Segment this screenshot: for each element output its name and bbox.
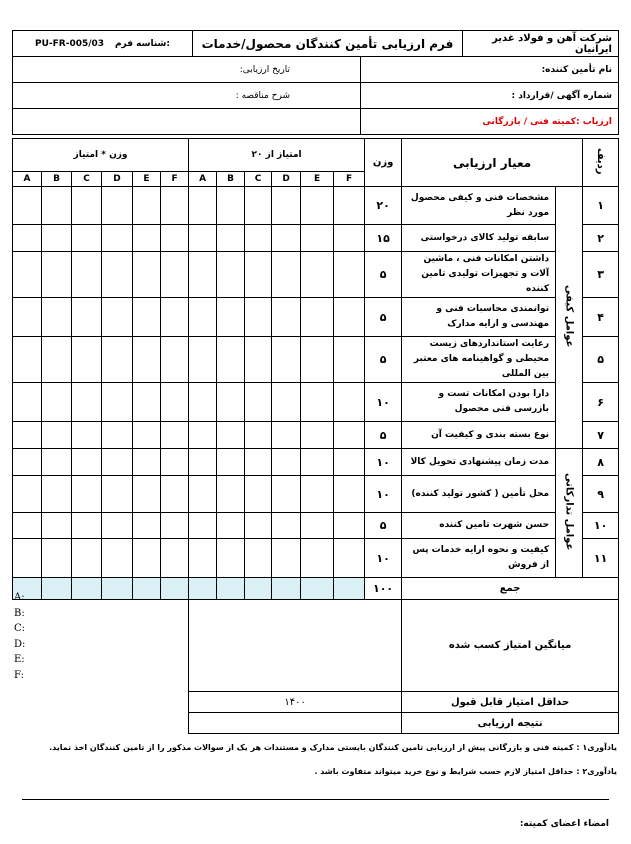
- weighted-score-cell[interactable]: [72, 337, 102, 383]
- weighted-score-cell[interactable]: [102, 449, 133, 476]
- weighted-score-cell[interactable]: [133, 539, 161, 578]
- score-cell[interactable]: [334, 476, 365, 513]
- score-cell[interactable]: [189, 476, 217, 513]
- total-score-cell: [334, 578, 365, 600]
- total-row: [13, 578, 619, 600]
- letter-header: F: [334, 172, 365, 187]
- score-cell[interactable]: [189, 513, 217, 539]
- total-score-cell: [133, 578, 161, 600]
- total-score-cell: [301, 578, 334, 600]
- score-cell[interactable]: [272, 225, 301, 252]
- weight-cell: ۱۰: [365, 539, 402, 578]
- score-cell[interactable]: [189, 252, 217, 298]
- eval-date-label: تاریخ ارزیابی:: [13, 57, 361, 83]
- weighted-score-cell[interactable]: [42, 383, 72, 422]
- weight-cell: ۵: [365, 298, 402, 337]
- table-row: [13, 513, 619, 539]
- weighted-score-cell[interactable]: [13, 539, 42, 578]
- score-cell[interactable]: [217, 225, 245, 252]
- score-cell[interactable]: [272, 383, 301, 422]
- criterion-cell: حسن شهرت تامین کننده: [402, 513, 556, 539]
- score-cell[interactable]: [189, 422, 217, 449]
- score-cell[interactable]: [301, 383, 334, 422]
- legend-item: A:: [14, 592, 25, 603]
- criterion-cell: توانمندی محاسبات فنی و مهندسی و ارایه مدارک: [402, 298, 556, 337]
- score-cell[interactable]: [334, 539, 365, 578]
- criterion-cell: کیفیت و نحوه ارایه خدمات پس از فروش: [402, 539, 556, 578]
- score-header: امتیاز از ۲۰: [189, 139, 365, 172]
- weighted-score-cell[interactable]: [72, 449, 102, 476]
- weighted-score-cell[interactable]: [13, 337, 42, 383]
- score-cell[interactable]: [334, 513, 365, 539]
- score-cell[interactable]: [272, 337, 301, 383]
- weighted-score-cell[interactable]: [13, 298, 42, 337]
- table-row: [13, 539, 619, 578]
- supplier-name-label: نام تأمین کننده:: [361, 57, 619, 83]
- weighted-score-cell[interactable]: [102, 539, 133, 578]
- ad-contract-label: شماره آگهی /قرارداد :: [361, 83, 619, 109]
- weighted-score-cell[interactable]: [133, 187, 161, 225]
- score-cell[interactable]: [272, 298, 301, 337]
- weighted-score-cell[interactable]: [102, 298, 133, 337]
- group-cell: [556, 449, 583, 578]
- table-row: [13, 449, 619, 476]
- weighted-score-cell[interactable]: [42, 513, 72, 539]
- score-cell[interactable]: [301, 225, 334, 252]
- weighted-score-cell[interactable]: [102, 187, 133, 225]
- table-row: [13, 337, 619, 383]
- weighted-score-cell[interactable]: [42, 252, 72, 298]
- score-cell[interactable]: [334, 383, 365, 422]
- score-cell[interactable]: [334, 252, 365, 298]
- letter-header: C: [245, 172, 272, 187]
- criteria-header: معیار ارزیابی: [402, 139, 583, 187]
- row-number: ۱۱: [583, 539, 619, 578]
- note-1: یادآوری۱ : کمیته فنی و بازرگانی پیش از ارزیابی تامین کنندگان بایستی مدارک و مستندات هر یک از سوالات مذکور را از تامین کنندگان اخذ نماید.: [49, 743, 617, 752]
- score-cell[interactable]: [334, 422, 365, 449]
- criterion-cell: مدت زمان پیشنهادی تحویل کالا: [402, 449, 556, 476]
- row-number: ۹: [583, 476, 619, 513]
- result-label: نتیجه ارزیابی: [402, 713, 619, 734]
- weighted-score-cell[interactable]: [102, 337, 133, 383]
- weighted-score-cell[interactable]: [13, 225, 42, 252]
- letter-header: B: [217, 172, 245, 187]
- weighted-score-cell[interactable]: [133, 513, 161, 539]
- row-number: ۱: [583, 187, 619, 225]
- legend-list: [14, 590, 25, 683]
- weighted-score-cell[interactable]: [13, 383, 42, 422]
- score-cell[interactable]: [301, 422, 334, 449]
- group-cell: [556, 187, 583, 449]
- table-row: [13, 422, 619, 449]
- criterion-cell: دارا بودن امکانات تست و بازرسی فنی محصول: [402, 383, 556, 422]
- score-cell[interactable]: [334, 225, 365, 252]
- total-score-cell: [245, 578, 272, 600]
- score-cell[interactable]: [245, 513, 272, 539]
- weighted-score-cell[interactable]: [42, 298, 72, 337]
- row-no-header-cell: [583, 139, 619, 187]
- score-cell[interactable]: [189, 337, 217, 383]
- weighted-score-cell[interactable]: [13, 476, 42, 513]
- total-score-cell: [102, 578, 133, 600]
- spacer: [13, 692, 189, 713]
- score-cell[interactable]: [217, 539, 245, 578]
- score-cell[interactable]: [301, 539, 334, 578]
- criterion-cell: محل تأمین ( کشور تولید کننده): [402, 476, 556, 513]
- table-row: [13, 225, 619, 252]
- score-cell[interactable]: [245, 422, 272, 449]
- signature-label: امضاء اعضای کمیته:: [519, 819, 609, 829]
- weighted-score-cell[interactable]: [42, 337, 72, 383]
- total-score-cell: [217, 578, 245, 600]
- legend-item: D:: [14, 638, 26, 650]
- score-cell[interactable]: [301, 252, 334, 298]
- weighted-score-cell[interactable]: [72, 383, 102, 422]
- score-cell[interactable]: [301, 476, 334, 513]
- weighted-score-cell[interactable]: [161, 225, 189, 252]
- weight-cell: ۱۰: [365, 449, 402, 476]
- legend-item: F:: [14, 669, 24, 681]
- table-row: [13, 252, 619, 298]
- weighted-score-cell[interactable]: [133, 252, 161, 298]
- weighted-score-cell[interactable]: [161, 298, 189, 337]
- table-row: [13, 383, 619, 422]
- table-row: [13, 476, 619, 513]
- weighted-score-cell[interactable]: [161, 476, 189, 513]
- form-header: [12, 30, 619, 135]
- weighted-score-cell[interactable]: [42, 187, 72, 225]
- criterion-cell: مشخصات فنی و کیفی محصول مورد نظر: [402, 187, 556, 225]
- score-cell[interactable]: [334, 187, 365, 225]
- letter-header: A: [13, 172, 42, 187]
- score-cell[interactable]: [245, 225, 272, 252]
- score-cell[interactable]: [301, 513, 334, 539]
- score-cell[interactable]: [217, 422, 245, 449]
- score-cell[interactable]: [245, 337, 272, 383]
- weighted-score-cell[interactable]: [42, 422, 72, 449]
- score-cell[interactable]: [189, 187, 217, 225]
- score-cell[interactable]: [245, 383, 272, 422]
- group-quality-label: عوامل کیفی: [563, 284, 575, 348]
- weighted-score-cell[interactable]: [102, 476, 133, 513]
- result-value-cell: [189, 713, 402, 734]
- score-cell[interactable]: [189, 298, 217, 337]
- score-cell[interactable]: [245, 449, 272, 476]
- score-cell[interactable]: [217, 383, 245, 422]
- score-cell[interactable]: [272, 252, 301, 298]
- row-number: ۲: [583, 225, 619, 252]
- row-number: ۳: [583, 252, 619, 298]
- score-cell[interactable]: [217, 513, 245, 539]
- score-cell[interactable]: [272, 187, 301, 225]
- divider: [22, 799, 609, 800]
- form-code: PU-FR-005/03: [35, 38, 105, 49]
- total-score-cell: [272, 578, 301, 600]
- criterion-cell: رعایت استانداردهای زیست محیطی و گواهینامه های معتبر بین المللی: [402, 337, 556, 383]
- min-label: حداقل امتیاز قابل قبول: [402, 692, 619, 713]
- score-cell[interactable]: [217, 187, 245, 225]
- score-cell[interactable]: [189, 383, 217, 422]
- legend-item: C:: [14, 623, 26, 634]
- weighted-score-cell[interactable]: [102, 422, 133, 449]
- total-score-cell: [72, 578, 102, 600]
- table-row: [13, 298, 619, 337]
- weighted-score-cell[interactable]: [72, 422, 102, 449]
- score-cell[interactable]: [189, 539, 217, 578]
- criterion-cell: نوع بسته بندی و کیفیت آن: [402, 422, 556, 449]
- score-cell[interactable]: [245, 476, 272, 513]
- min-value: ۱۴۰۰: [189, 692, 402, 713]
- weight-cell: ۱۰: [365, 383, 402, 422]
- letter-header: E: [133, 172, 161, 187]
- weighted-score-cell[interactable]: [133, 422, 161, 449]
- score-cell[interactable]: [334, 337, 365, 383]
- score-cell[interactable]: [217, 298, 245, 337]
- weighted-score-cell[interactable]: [42, 476, 72, 513]
- blank-cell: [13, 109, 361, 135]
- score-cell[interactable]: [217, 449, 245, 476]
- avg-label: میانگین امتیاز کسب شده: [402, 600, 619, 692]
- weighted-score-cell[interactable]: [161, 539, 189, 578]
- company-name: شرکت آهن و فولاد غدیر ایرانیان: [463, 31, 619, 57]
- letter-header: D: [272, 172, 301, 187]
- weighted-score-cell[interactable]: [133, 476, 161, 513]
- score-cell[interactable]: [217, 252, 245, 298]
- score-cell[interactable]: [272, 476, 301, 513]
- weighted-score-cell[interactable]: [161, 337, 189, 383]
- weighted-score-cell[interactable]: [72, 252, 102, 298]
- row-number: ۴: [583, 298, 619, 337]
- score-cell[interactable]: [272, 539, 301, 578]
- score-cell[interactable]: [272, 422, 301, 449]
- weight-header: وزن: [365, 139, 402, 187]
- weighted-score-cell[interactable]: [13, 187, 42, 225]
- weight-cell: ۵: [365, 337, 402, 383]
- score-cell[interactable]: [245, 298, 272, 337]
- table-row: [13, 187, 619, 225]
- score-cell[interactable]: [189, 225, 217, 252]
- row-number: ۷: [583, 422, 619, 449]
- row-number: ۶: [583, 383, 619, 422]
- legend-space: [13, 600, 189, 692]
- score-cell[interactable]: [189, 449, 217, 476]
- score-cell[interactable]: [217, 337, 245, 383]
- weighted-score-cell[interactable]: [161, 449, 189, 476]
- evaluator-label: ارزیاب :کمیته فنی / بازرگانی: [361, 109, 619, 135]
- row-number: ۸: [583, 449, 619, 476]
- total-score-cell: [189, 578, 217, 600]
- weighted-score-cell[interactable]: [13, 513, 42, 539]
- weighted-score-cell[interactable]: [161, 187, 189, 225]
- letter-header: A: [189, 172, 217, 187]
- weighted-score-cell[interactable]: [13, 252, 42, 298]
- weighted-score-cell[interactable]: [72, 298, 102, 337]
- weighted-score-cell[interactable]: [102, 383, 133, 422]
- letter-header: B: [42, 172, 72, 187]
- group-commercial-label: عوامل تدارکاتی: [563, 472, 575, 551]
- letter-header: C: [72, 172, 102, 187]
- weighted-score-cell[interactable]: [161, 513, 189, 539]
- total-score-cell: [42, 578, 72, 600]
- weighted-score-cell[interactable]: [133, 449, 161, 476]
- score-cell[interactable]: [301, 337, 334, 383]
- score-cell[interactable]: [272, 449, 301, 476]
- weighted-score-cell[interactable]: [13, 449, 42, 476]
- row-number: ۱۰: [583, 513, 619, 539]
- score-cell[interactable]: [301, 298, 334, 337]
- total-weight: ۱۰۰: [365, 578, 402, 600]
- weighted-score-cell[interactable]: [72, 476, 102, 513]
- legend-item: E:: [14, 654, 25, 665]
- form-title: فرم ارزیابی تأمین کنندگان محصول/خدمات: [193, 31, 463, 57]
- score-cell[interactable]: [301, 449, 334, 476]
- weighted-score-cell[interactable]: [72, 539, 102, 578]
- form-code-cell: [13, 31, 193, 57]
- legend-item: B:: [14, 607, 25, 619]
- tender-desc-label: شرح مناقصه :: [13, 83, 361, 109]
- weighted-score-cell[interactable]: [161, 383, 189, 422]
- score-cell[interactable]: [245, 252, 272, 298]
- weighted-score-cell[interactable]: [102, 513, 133, 539]
- weighted-score-cell[interactable]: [42, 225, 72, 252]
- weighted-score-cell[interactable]: [102, 225, 133, 252]
- weight-cell: ۱۰: [365, 476, 402, 513]
- weighted-score-cell[interactable]: [161, 422, 189, 449]
- weighted-score-cell[interactable]: [72, 187, 102, 225]
- total-score-cell: [161, 578, 189, 600]
- criterion-cell: سابقه تولید کالای درخواستی: [402, 225, 556, 252]
- weight-cell: ۱۵: [365, 225, 402, 252]
- score-cell[interactable]: [301, 187, 334, 225]
- weight-cell: ۵: [365, 252, 402, 298]
- row-number: ۵: [583, 337, 619, 383]
- evaluation-table: [12, 138, 619, 734]
- weighted-score-cell[interactable]: [133, 383, 161, 422]
- weighted-score-cell[interactable]: [161, 252, 189, 298]
- weighted-score-cell[interactable]: [133, 298, 161, 337]
- weight-cell: ۵: [365, 513, 402, 539]
- letter-header: D: [102, 172, 133, 187]
- weighted-score-cell[interactable]: [102, 252, 133, 298]
- score-cell[interactable]: [334, 298, 365, 337]
- weighted-score-cell[interactable]: [72, 513, 102, 539]
- weighted-score-cell[interactable]: [72, 225, 102, 252]
- criterion-cell: داشتن امکانات فنی ، ماشین آلات و تجهیزات تولیدی تامین کننده: [402, 252, 556, 298]
- score-cell[interactable]: [217, 476, 245, 513]
- total-label: جمع: [402, 578, 619, 600]
- spacer: [13, 713, 189, 734]
- weighted-score-cell[interactable]: [13, 422, 42, 449]
- weight-cell: ۲۰: [365, 187, 402, 225]
- avg-value-cell: [189, 600, 402, 692]
- weighted-score-cell[interactable]: [133, 337, 161, 383]
- form-code-label: شناسه فرم:: [114, 38, 170, 49]
- weighted-score-cell[interactable]: [42, 449, 72, 476]
- note-2: یادآوری۲ : حداقل امتیاز لازم حسب شرایط و نوع خرید میتواند متفاوت باشد .: [314, 767, 617, 776]
- score-cell[interactable]: [245, 187, 272, 225]
- score-cell[interactable]: [272, 513, 301, 539]
- weighted-score-cell[interactable]: [42, 539, 72, 578]
- letter-header: F: [161, 172, 189, 187]
- row-no-header: ردیف: [595, 147, 607, 175]
- criteria-rows: [13, 187, 619, 578]
- letter-header: E: [301, 172, 334, 187]
- weighted-score-header: وزن * امتیاز: [13, 139, 189, 172]
- weighted-score-cell[interactable]: [133, 225, 161, 252]
- weight-cell: ۵: [365, 422, 402, 449]
- score-cell[interactable]: [245, 539, 272, 578]
- score-cell[interactable]: [334, 449, 365, 476]
